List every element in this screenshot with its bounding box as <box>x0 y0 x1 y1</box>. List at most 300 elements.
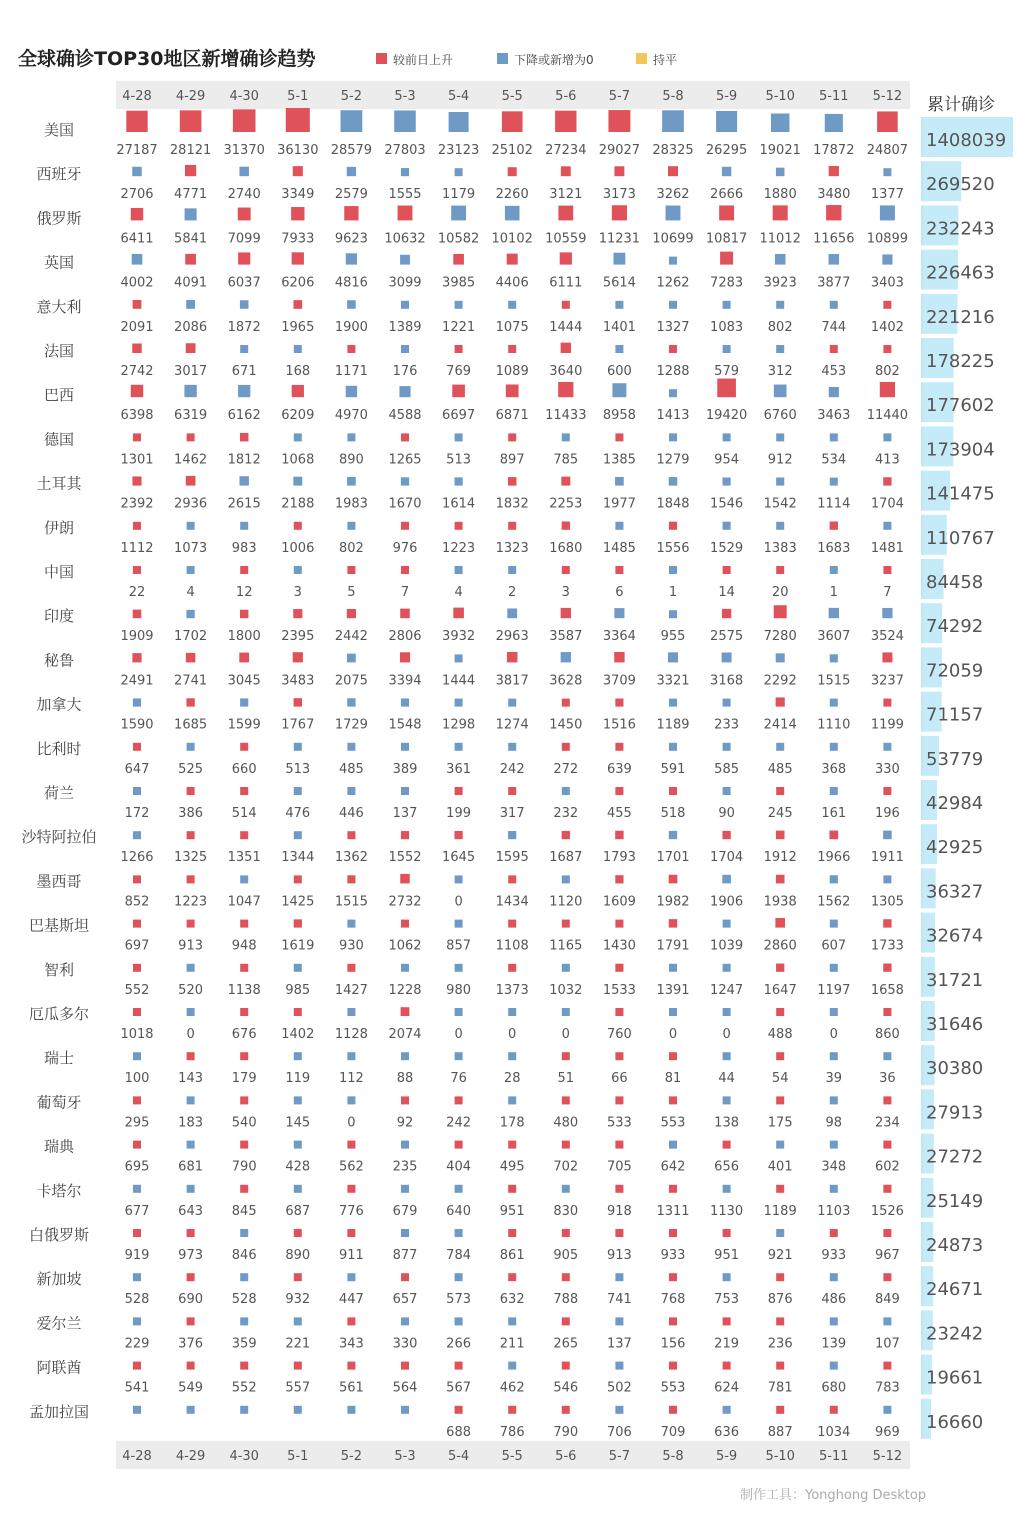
legend <box>376 52 677 67</box>
trend-marker <box>776 1096 784 1104</box>
trend-marker <box>830 433 838 441</box>
region-row <box>36 471 994 512</box>
value-label: 6411 <box>120 231 154 247</box>
value-label: 361 <box>446 761 472 777</box>
trend-marker <box>662 110 684 132</box>
value-label: 25102 <box>491 143 533 158</box>
value-label: 2086 <box>174 319 208 335</box>
trend-marker <box>723 1008 731 1016</box>
trend-marker <box>451 206 466 221</box>
trend-marker <box>561 608 571 618</box>
trend-marker <box>507 608 517 618</box>
value-label: 1112 <box>120 540 154 556</box>
value-label: 54 <box>771 1071 789 1087</box>
value-label: 1323 <box>495 540 529 556</box>
value-label: 861 <box>499 1248 525 1263</box>
value-label: 1533 <box>602 982 636 998</box>
region-label: 厄瓜多尔 <box>28 1005 90 1023</box>
value-label: 1120 <box>549 894 583 910</box>
value-label: 0 <box>722 1027 731 1042</box>
trend-marker <box>233 109 256 132</box>
value-label: 951 <box>499 1203 525 1219</box>
cumulative-axis <box>921 471 923 511</box>
cumulative-value: 36327 <box>926 881 984 903</box>
value-label: 786 <box>499 1424 525 1440</box>
trend-marker <box>562 1317 570 1325</box>
trend-marker <box>723 1273 731 1281</box>
trend-marker <box>669 1096 677 1104</box>
date-label: 5-10 <box>765 89 795 104</box>
value-label: 199 <box>446 806 472 821</box>
trend-marker <box>615 964 623 972</box>
value-label: 802 <box>767 319 793 335</box>
value-label: 2963 <box>495 629 529 645</box>
value-label: 502 <box>606 1380 632 1396</box>
trend-marker <box>184 385 196 397</box>
trend-marker <box>773 205 788 220</box>
trend-marker <box>455 168 463 176</box>
trend-marker <box>830 1185 838 1193</box>
value-label: 2188 <box>281 496 315 512</box>
value-label: 632 <box>499 1292 525 1308</box>
trend-marker <box>775 254 786 265</box>
trend-marker <box>830 345 838 353</box>
value-label: 178 <box>499 1115 525 1131</box>
value-label: 1645 <box>442 850 476 866</box>
trend-marker <box>562 1008 570 1016</box>
trend-marker <box>723 1185 731 1193</box>
trend-marker <box>883 1052 891 1060</box>
value-label: 4002 <box>120 275 154 291</box>
trend-marker <box>775 918 785 928</box>
trend-marker <box>883 1141 891 1149</box>
trend-marker <box>615 1141 623 1149</box>
trend-marker <box>293 477 302 486</box>
trend-marker <box>400 874 409 883</box>
trend-marker <box>455 1141 463 1149</box>
cumulative-value: 110767 <box>926 527 995 549</box>
trend-marker <box>562 831 570 839</box>
value-label: 643 <box>178 1203 204 1219</box>
value-label: 585 <box>714 761 740 777</box>
trend-marker <box>722 875 731 884</box>
value-label: 236 <box>767 1336 793 1352</box>
value-label: 1900 <box>334 319 368 335</box>
trend-marker <box>293 652 303 662</box>
trend-marker <box>187 743 195 751</box>
value-label: 39 <box>825 1071 843 1087</box>
trend-marker <box>883 1362 891 1370</box>
trend-marker <box>401 345 409 353</box>
trend-marker <box>561 166 571 176</box>
value-label: 6871 <box>495 408 529 424</box>
cumulative-axis <box>921 1134 923 1174</box>
value-label: 1199 <box>870 717 904 733</box>
trend-marker <box>723 301 731 309</box>
region-row <box>29 1399 983 1440</box>
value-label: 1305 <box>870 894 904 910</box>
value-label: 10559 <box>545 231 587 247</box>
trend-marker <box>187 1096 195 1104</box>
value-label: 760 <box>606 1027 632 1042</box>
value-label: 112 <box>338 1071 364 1087</box>
trend-marker <box>133 1406 141 1414</box>
value-label: 14 <box>718 585 735 600</box>
value-label: 600 <box>606 364 632 379</box>
value-label: 1450 <box>549 717 583 733</box>
value-label: 11656 <box>813 231 855 247</box>
trend-marker <box>883 301 891 309</box>
trend-marker <box>615 1052 623 1060</box>
region-label: 爱尔兰 <box>36 1314 82 1333</box>
value-label: 933 <box>821 1248 847 1263</box>
trend-marker <box>669 522 677 530</box>
trend-marker <box>455 1273 463 1281</box>
trend-marker <box>186 610 194 618</box>
value-label: 918 <box>606 1203 632 1219</box>
value-label: 3709 <box>602 673 636 689</box>
value-label: 2732 <box>388 894 422 910</box>
region-label: 沙特阿拉伯 <box>21 828 97 847</box>
value-label: 1034 <box>817 1424 851 1440</box>
cumulative-axis <box>921 780 923 820</box>
value-label: 7933 <box>281 231 315 247</box>
trend-marker <box>455 787 463 795</box>
trend-marker <box>555 111 576 132</box>
value-label: 1812 <box>227 452 261 468</box>
value-label: 784 <box>446 1248 472 1263</box>
trend-marker <box>401 1185 409 1193</box>
value-label: 1032 <box>549 982 583 998</box>
value-label: 890 <box>338 452 364 468</box>
legend-label: 较前日上升 <box>393 53 454 67</box>
region-row <box>36 205 994 246</box>
value-label: 9623 <box>334 231 368 247</box>
region-label: 智利 <box>43 960 75 979</box>
trend-marker <box>294 1185 302 1193</box>
value-label: 3394 <box>388 673 422 689</box>
value-label: 6162 <box>227 408 261 424</box>
value-label: 1515 <box>334 894 368 910</box>
value-label: 802 <box>338 540 364 556</box>
trend-marker <box>294 1406 302 1414</box>
value-label: 1247 <box>710 982 744 998</box>
value-label: 27234 <box>545 143 587 158</box>
value-label: 1171 <box>334 364 368 379</box>
value-label: 428 <box>285 1159 311 1175</box>
trend-marker <box>774 385 787 398</box>
value-label: 1767 <box>281 717 315 733</box>
value-label: 1546 <box>710 496 744 512</box>
value-label: 553 <box>660 1115 686 1131</box>
legend-swatch <box>376 53 387 64</box>
value-label: 453 <box>821 364 847 379</box>
trend-marker <box>240 920 248 928</box>
trend-marker <box>294 787 302 795</box>
trend-marker <box>669 964 677 972</box>
value-label: 11231 <box>598 231 641 247</box>
trend-marker <box>455 964 463 972</box>
value-label: 647 <box>124 761 150 777</box>
value-label: 1165 <box>549 938 583 954</box>
value-label: 24807 <box>866 143 909 158</box>
value-label: 753 <box>714 1292 740 1308</box>
trend-marker <box>508 1273 516 1281</box>
trend-marker <box>347 167 356 176</box>
value-label: 0 <box>508 1027 517 1042</box>
trend-marker <box>455 654 463 662</box>
trend-marker <box>294 1317 302 1325</box>
trend-marker <box>131 385 143 397</box>
value-label: 7 <box>883 585 892 600</box>
trend-marker <box>186 476 196 486</box>
date-label: 5-2 <box>340 1449 363 1464</box>
value-label: 3628 <box>549 673 583 689</box>
value-label: 1481 <box>870 540 904 556</box>
trend-marker <box>613 253 625 265</box>
value-label: 29027 <box>598 143 641 158</box>
trend-marker <box>455 1406 463 1414</box>
trend-marker <box>830 1273 838 1281</box>
value-label: 1266 <box>120 850 154 866</box>
region-row <box>36 692 983 733</box>
value-label: 20 <box>771 585 789 600</box>
value-label: 66 <box>611 1071 628 1087</box>
value-label: 1223 <box>442 540 476 556</box>
value-label: 6398 <box>120 408 154 424</box>
region-row <box>36 868 983 909</box>
footer-credit: 制作工具：Yonghong Desktop <box>740 1488 927 1503</box>
trend-marker <box>615 566 623 574</box>
date-label: 5-8 <box>662 1449 684 1464</box>
trend-marker <box>347 1406 355 1414</box>
value-label: 967 <box>874 1248 900 1263</box>
trend-marker <box>776 1317 784 1325</box>
trend-marker <box>883 1317 891 1325</box>
cumulative-axis <box>921 603 923 643</box>
trend-marker <box>292 385 304 397</box>
trend-marker <box>133 831 141 839</box>
cumulative-axis <box>921 161 923 201</box>
value-label: 359 <box>231 1336 257 1352</box>
value-label: 28325 <box>652 143 694 158</box>
value-label: 3877 <box>817 275 851 291</box>
trend-marker <box>347 609 356 618</box>
trend-marker <box>294 1052 302 1060</box>
trend-marker <box>880 382 895 397</box>
date-label: 5-11 <box>819 89 849 104</box>
trend-marker <box>187 1052 195 1060</box>
value-label: 376 <box>178 1336 204 1352</box>
trend-marker <box>401 1096 409 1104</box>
trend-marker <box>776 697 785 706</box>
region-label: 巴西 <box>43 386 75 405</box>
trend-marker <box>126 111 147 132</box>
trend-marker <box>830 875 838 883</box>
trend-marker <box>455 699 463 707</box>
value-label: 1301 <box>120 452 154 468</box>
value-label: 857 <box>446 938 472 954</box>
trend-marker <box>455 1096 463 1104</box>
value-label: 10102 <box>491 231 533 247</box>
value-label: 790 <box>553 1424 579 1440</box>
trend-marker <box>185 165 196 176</box>
value-label: 2260 <box>495 187 529 203</box>
trend-marker <box>508 1406 516 1414</box>
cumulative-axis <box>921 1045 923 1085</box>
trend-marker <box>185 254 196 265</box>
region-label: 德国 <box>43 430 75 449</box>
trend-marker <box>455 1229 463 1237</box>
trend-marker <box>668 652 678 662</box>
trend-marker <box>561 652 571 662</box>
value-label: 919 <box>124 1248 150 1263</box>
value-label: 785 <box>553 452 579 468</box>
value-label: 1791 <box>656 938 690 954</box>
value-label: 564 <box>392 1380 418 1396</box>
trend-marker <box>508 875 516 883</box>
trend-marker <box>347 964 355 972</box>
cumulative-value: 178225 <box>926 351 995 372</box>
trend-marker <box>347 1317 355 1325</box>
trend-marker <box>240 831 248 839</box>
value-label: 1647 <box>763 982 797 998</box>
value-label: 973 <box>178 1248 204 1263</box>
value-label: 1912 <box>763 850 797 866</box>
trend-marker <box>187 831 195 839</box>
trend-marker <box>882 254 892 264</box>
value-label: 3587 <box>549 629 583 645</box>
region-label: 印度 <box>43 607 75 626</box>
value-label: 5614 <box>602 275 636 291</box>
value-label: 0 <box>454 894 463 910</box>
region-row <box>44 515 995 556</box>
trend-marker <box>615 1008 623 1016</box>
value-label: 1103 <box>817 1203 851 1219</box>
trend-marker <box>776 787 784 795</box>
value-label: 1262 <box>656 275 690 291</box>
trend-marker <box>508 477 517 486</box>
trend-marker <box>294 1096 302 1104</box>
region-row <box>44 379 995 424</box>
trend-marker <box>562 743 570 751</box>
cumulative-axis <box>921 824 923 864</box>
trend-marker <box>294 698 302 706</box>
value-label: 1515 <box>817 673 851 689</box>
value-label: 846 <box>231 1248 257 1263</box>
trend-marker <box>615 1096 623 1104</box>
trend-marker <box>133 1185 141 1193</box>
trend-marker <box>293 300 302 309</box>
trend-marker <box>883 522 891 530</box>
value-label: 10817 <box>705 231 748 247</box>
value-label: 1083 <box>710 319 744 335</box>
trend-marker <box>508 699 516 707</box>
value-label: 912 <box>767 452 793 468</box>
value-label: 2741 <box>174 673 208 689</box>
trend-marker <box>347 433 355 441</box>
trend-marker <box>347 566 355 574</box>
value-label: 1599 <box>227 717 261 733</box>
trend-marker <box>561 477 570 486</box>
value-label: 1 <box>668 585 678 600</box>
cumulative-axis <box>921 1222 923 1262</box>
value-label: 28 <box>503 1071 521 1087</box>
trend-marker <box>240 345 248 353</box>
trend-marker <box>776 1052 784 1060</box>
value-label: 196 <box>874 806 900 821</box>
date-label: 5-9 <box>715 1449 738 1464</box>
trend-marker <box>615 920 623 928</box>
cumulative-value: 31646 <box>926 1014 984 1035</box>
trend-marker <box>723 433 731 441</box>
trend-marker <box>347 787 355 795</box>
trend-marker <box>776 743 784 751</box>
value-label: 1872 <box>227 319 261 335</box>
value-label: 1179 <box>442 187 476 203</box>
trend-marker <box>294 743 302 751</box>
region-label: 中国 <box>43 563 75 581</box>
trend-marker <box>880 205 895 220</box>
trend-marker <box>669 345 677 353</box>
value-label: 4 <box>454 585 463 600</box>
region-label: 英国 <box>43 253 75 272</box>
value-label: 3173 <box>602 187 636 203</box>
value-label: 2 <box>508 585 517 600</box>
date-label: 4-30 <box>229 1449 259 1464</box>
trend-marker <box>240 566 248 574</box>
trend-marker <box>723 477 731 485</box>
trend-marker <box>669 389 677 397</box>
value-label: 2706 <box>120 187 154 203</box>
region-row <box>36 1310 983 1351</box>
value-label: 7099 <box>227 231 261 247</box>
trend-marker <box>562 1273 570 1281</box>
trend-marker <box>776 477 784 485</box>
value-label: 235 <box>392 1159 418 1175</box>
trend-marker <box>180 110 202 132</box>
value-label: 709 <box>660 1424 686 1440</box>
value-label: 1983 <box>334 496 368 512</box>
trend-marker <box>455 920 463 928</box>
value-label: 3262 <box>656 187 690 203</box>
region-row <box>44 108 1013 158</box>
value-label: 514 <box>231 806 257 821</box>
value-label: 5 <box>347 585 356 600</box>
trend-marker <box>401 964 409 972</box>
region-label: 白俄罗斯 <box>28 1226 90 1244</box>
trend-marker <box>562 699 570 707</box>
trend-marker <box>883 964 891 972</box>
cumulative-value: 72059 <box>926 660 984 682</box>
value-label: 1189 <box>656 717 690 733</box>
value-label: 802 <box>874 364 900 379</box>
value-label: 1018 <box>120 1027 154 1042</box>
value-label: 413 <box>874 452 900 468</box>
region-row <box>44 957 983 998</box>
value-label: 1391 <box>656 982 690 998</box>
trend-marker <box>614 166 624 176</box>
region-row <box>29 913 983 954</box>
trend-marker <box>401 1141 409 1149</box>
value-label: 513 <box>285 761 311 777</box>
cumulative-value: 27272 <box>926 1146 984 1168</box>
value-label: 1982 <box>656 894 690 910</box>
value-label: 0 <box>561 1027 570 1042</box>
cumulative-value: 53779 <box>926 748 984 770</box>
value-label: 3 <box>293 585 302 600</box>
value-label: 671 <box>231 364 257 379</box>
